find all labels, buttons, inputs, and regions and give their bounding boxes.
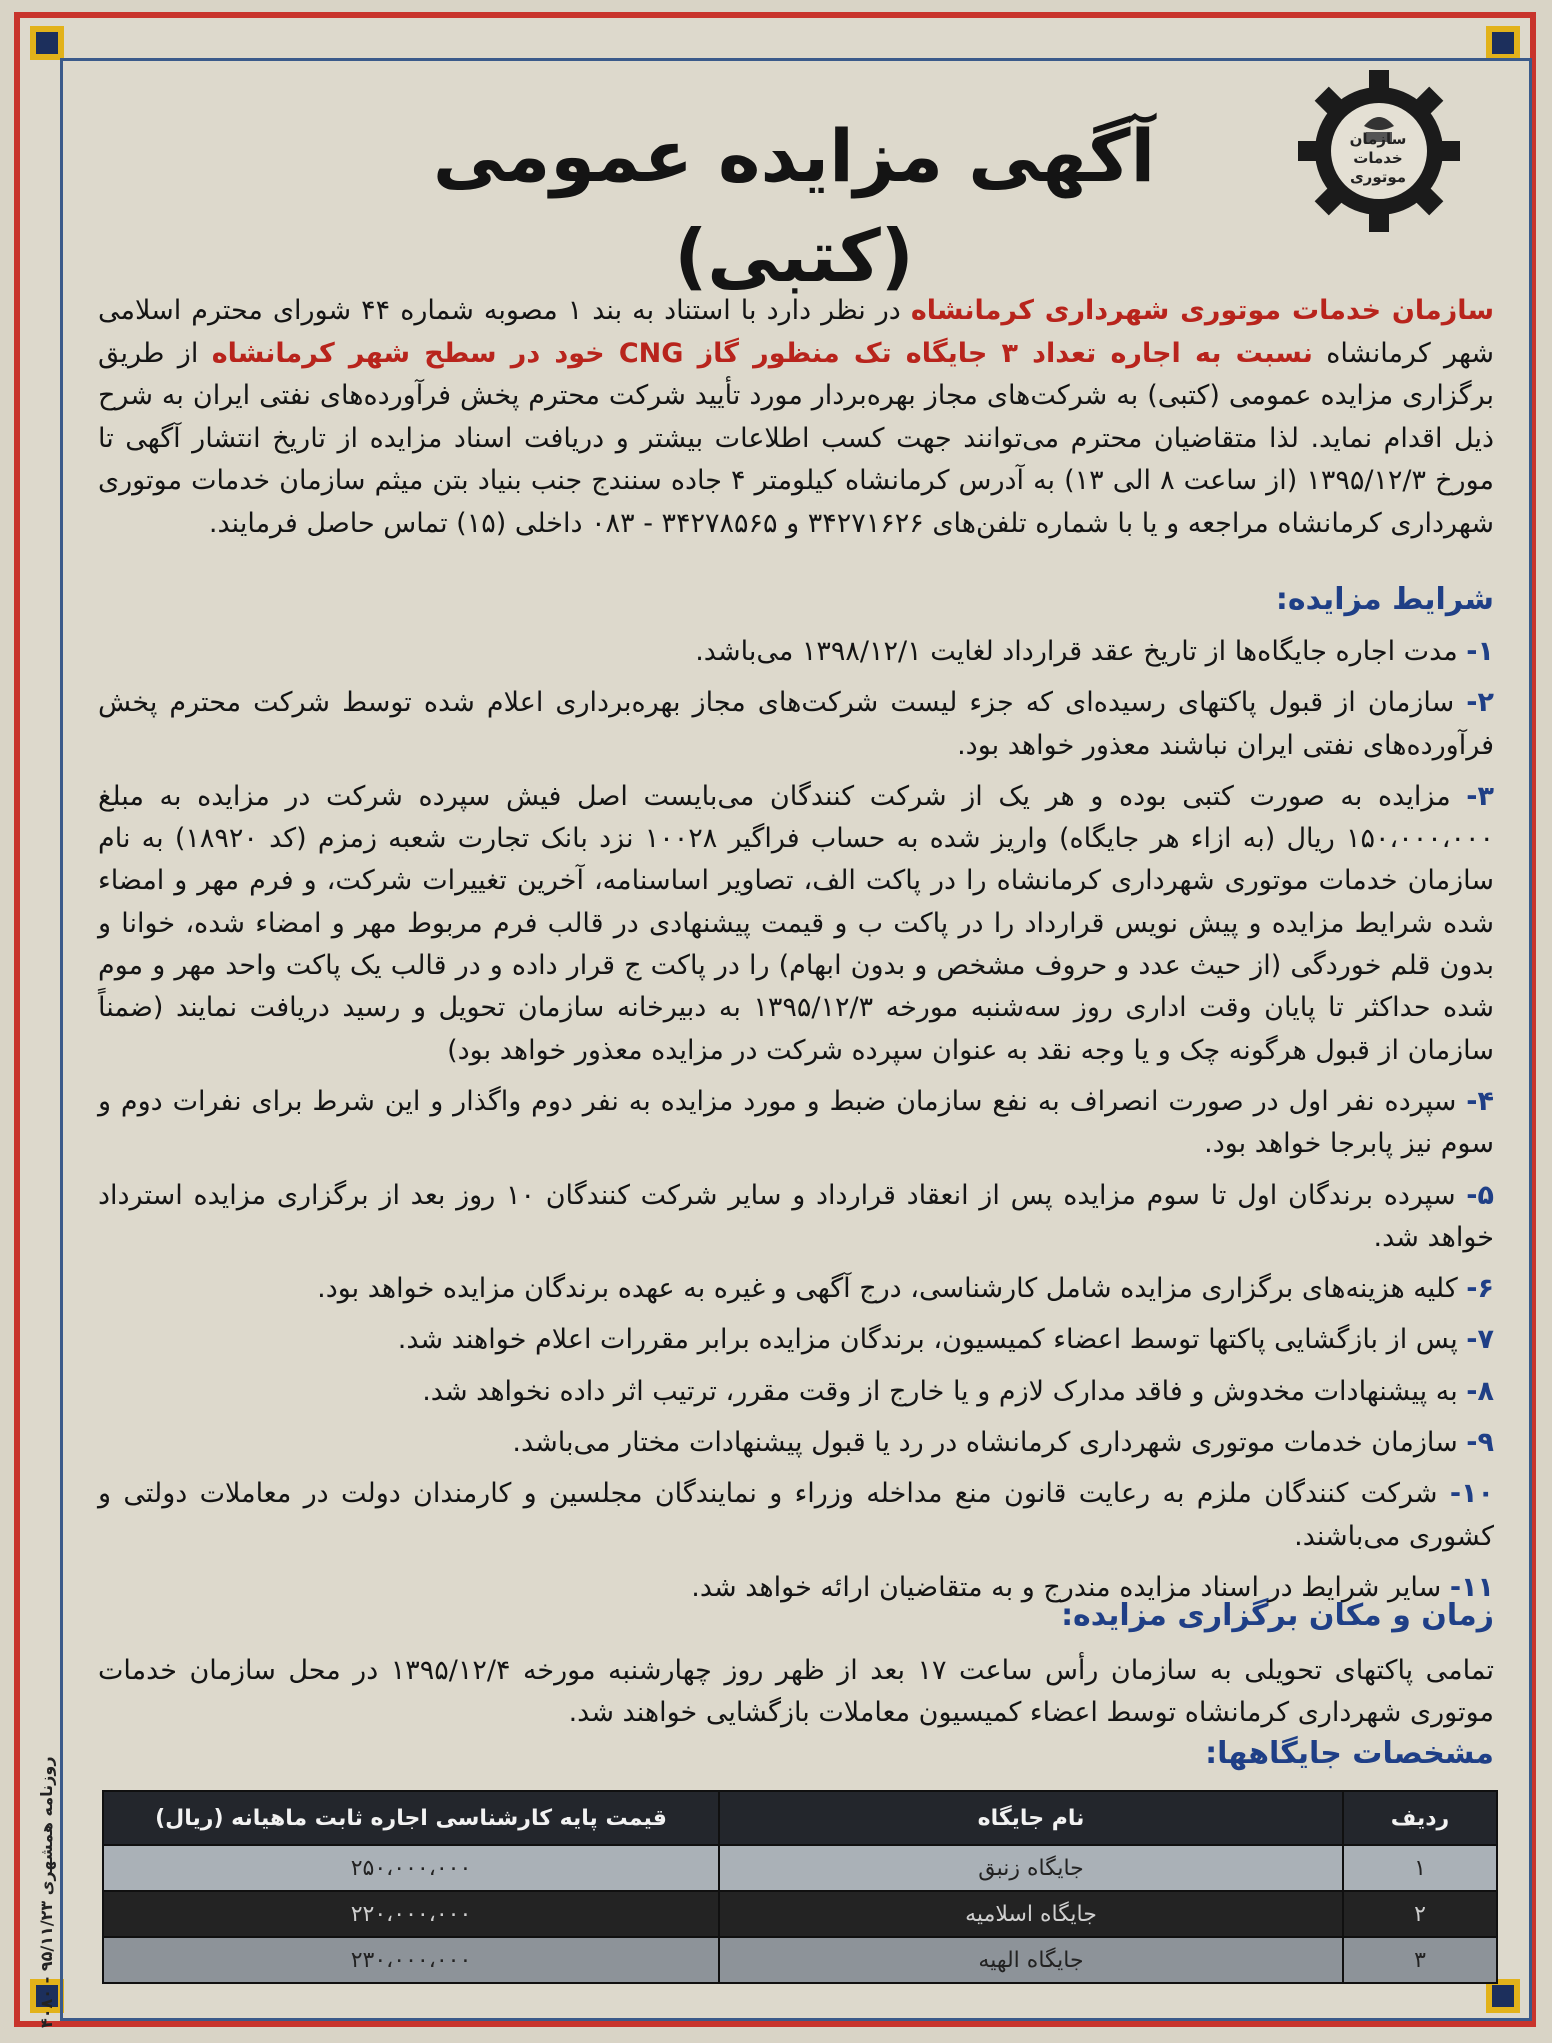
condition-item — [98, 1268, 1494, 1310]
table-row — [103, 1845, 1497, 1891]
logo-text: سازمان خدمات موتوری — [1349, 130, 1407, 186]
row-number: ۲ — [1343, 1891, 1497, 1937]
condition-number: ۱۰- — [1449, 1478, 1494, 1510]
table-row — [103, 1891, 1497, 1937]
condition-number: ۶- — [1466, 1273, 1494, 1305]
condition-item — [98, 1081, 1494, 1166]
condition-text: به پیشنهادات مخدوش و فاقد مدارک لازم و یا خارج از وقت مقرر، ترتیب اثر داده نخواهد شد. — [422, 1375, 1467, 1407]
condition-item — [98, 1319, 1494, 1361]
condition-item — [98, 682, 1494, 767]
condition-text: مدت اجاره جایگاه‌ها از تاریخ عقد قرارداد لغایت ۱۳۹۸/۱۲/۱ می‌باشد. — [695, 636, 1467, 667]
condition-text: سپرده برندگان اول تا سوم مزایده پس از انعقاد قرارداد و سایر شرکت کنندگان ۱۰ روز بعد از برگزاری مزایده استرداد خواهد شد. — [98, 1179, 1494, 1253]
base-price: ۲۲۰،۰۰۰،۰۰۰ — [103, 1891, 719, 1937]
conditions-heading: شرایط مزایده: — [1275, 582, 1494, 617]
newspaper-side-note — [32, 1578, 56, 2028]
condition-text: سازمان خدمات موتوری شهرداری کرمانشاه در رد یا قبول پیشنهادات مختار می‌باشد. — [512, 1427, 1467, 1459]
col-header-station-name: نام جایگاه — [719, 1791, 1343, 1845]
notice-content — [37, 58, 1495, 2028]
condition-number: ۵- — [1466, 1179, 1494, 1211]
condition-number: ۱- — [1466, 636, 1494, 667]
corner-ornament — [1486, 26, 1520, 60]
condition-text: سپرده نفر اول در صورت انصراف به نفع سازمان ضبط و مورد مزایده به نفر دوم واگذار و این شرط برای نفرات دوم و سوم نیز پابرجا خواهد بود. — [98, 1085, 1494, 1160]
condition-item — [98, 631, 1494, 673]
condition-number: ۱۱- — [1449, 1571, 1494, 1603]
condition-text: شرکت کنندگان ملزم به رعایت قانون منع مداخله وزراء و نمایندگان مجلسین و کارمندان دولت در معاملات دولتی و کشوری می‌باشند. — [98, 1478, 1494, 1552]
row-number: ۱ — [1343, 1845, 1497, 1891]
time-place-heading: زمان و مکان برگزاری مزایده: — [1061, 1598, 1494, 1633]
condition-item — [98, 1371, 1494, 1413]
station-name: جایگاه اسلامیه — [719, 1891, 1343, 1937]
base-price: ۲۳۰،۰۰۰،۰۰۰ — [103, 1937, 719, 1983]
condition-number: ۸- — [1466, 1375, 1494, 1407]
intro-text-2: از طریق برگزاری مزایده عمومی (کتبی) به شرکت‌های مجاز بهره‌بردار مورد تأیید شرکت محترم پخش فرآورده‌های نفتی ایران به شرح ذیل اقدام نماید. لذا متقاضیان محترم می‌توانند جهت کسب اطلاعات بیشتر و دریافت اسناد مزایده از تاریخ انتشار آگهی تا مورخ ۱۳۹۵/۱۲/۳ (از ساعت ۸ الی ۱۳) به آدرس کرمانشاه کیلومتر ۴ جاده سنندج جنب بنیاد بتن میثم سازمان خدمات موتوری شهرداری کرمانشاه مراجعه و یا با شماره تلفن‌های ۳۴۲۷۱۶۲۶ و ۳۴۲۷۸۵۶۵ - ۰۸۳ داخلی (۱۵) تماس حاصل فرمایند. — [98, 337, 1494, 539]
condition-text: مزایده به صورت کتبی بوده و هر یک از شرکت کنندگان می‌بایست اصل فیش سپرده شرکت در مزایده به مبلغ ۱۵۰،۰۰۰،۰۰۰ ریال (به ازاء هر جایگاه) واریز شده به حساب فراگیر ۱۰۰۲۸ نزد بانک تجارت شعبه زمزم (کد ۱۸۹۲۰) به نام سازمان خدمات موتوری شهرداری کرمانشاه را در پاکت الف، تصاویر اساسنامه، آخرین تغییرات شرکت، و فرم مهر و امضاء شده شرایط مزایده و پیش نویس قرارداد را در پاکت ب و قیمت پیشنهادی در قالب فرم مربوط مهر و امضاء شده، خوانا و بدون قلم خوردگی (از حیث عدد و حروف مشخص و بدون ابهام) را در پاکت ج قرار داده و در قالب یک پاکت واحد مهر و موم شده حداکثر تا پایان وقت اداری روز سه‌شنبه مورخه ۱۳۹۵/۱۲/۳ به دبیرخانه سازمان تحویل و رسید دریافت نمایند (ضمناً سازمان از قبول هرگونه چک و یا وجه نقد به عنوان سپرده شرکت در مزایده معذور خواهد بود) — [98, 780, 1494, 1066]
time-place-text: تمامی پاکتهای تحویلی به سازمان رأس ساعت ۱۷ بعد از ظهر روز چهارشنبه مورخه ۱۳۹۵/۱۲/۴ در محل سازمان خدمات موتوری شهرداری کرمانشاه توسط اعضاء کمیسیون معاملات بازگشایی خواهند شد. — [98, 1655, 1494, 1728]
condition-item — [98, 1175, 1494, 1260]
col-header-base-price: قیمت پایه کارشناسی اجاره ثابت ماهیانه (ریال) — [103, 1791, 719, 1845]
condition-text: سازمان از قبول پاکتهای رسیده‌ای که جزء لیست شرکت‌های مجاز بهره‌برداری اعلام شده توسط شرکت محترم پخش فرآورده‌های نفتی ایران نباشند معذور خواهد بود. — [98, 687, 1494, 761]
condition-item — [98, 776, 1494, 1072]
side-note-text: روزنامه همشهری ۹۵/۱۱/۲۳ - ۴۰۸۰ — [37, 1756, 56, 2028]
base-price: ۲۵۰،۰۰۰،۰۰۰ — [103, 1845, 719, 1891]
stations-table — [102, 1790, 1498, 1984]
table-row — [103, 1937, 1497, 1983]
intro-paragraph — [98, 290, 1494, 545]
condition-item — [98, 1422, 1494, 1464]
corner-ornament — [30, 26, 64, 60]
spec-heading: مشخصات جایگاهها: — [1205, 1736, 1494, 1771]
col-header-row-number: ردیف — [1343, 1791, 1497, 1845]
condition-number: ۴- — [1466, 1085, 1494, 1117]
page-title: آگهی مزایده عمومی (کتبی) — [432, 114, 1156, 298]
org-name: سازمان خدمات موتوری شهرداری کرمانشاه — [910, 295, 1495, 326]
condition-text: سایر شرایط در اسناد مزایده مندرج و به متقاضیان ارائه خواهد شد. — [691, 1571, 1450, 1603]
page-frame — [14, 12, 1536, 2027]
condition-number: ۳- — [1466, 780, 1494, 812]
station-name: جایگاه زنبق — [719, 1845, 1343, 1891]
condition-number: ۹- — [1466, 1427, 1494, 1459]
condition-text: پس از بازگشایی پاکتها توسط اعضاء کمیسیون، برندگان مزایده برابر مقررات اعلام خواهند شد. — [397, 1324, 1467, 1356]
conditions-list — [98, 631, 1494, 1618]
condition-number: ۷- — [1466, 1324, 1494, 1356]
table-header-row — [103, 1791, 1497, 1845]
condition-number: ۲- — [1466, 687, 1494, 719]
station-name: جایگاه الهیه — [719, 1937, 1343, 1983]
auction-subject: نسبت به اجاره تعداد ۳ جایگاه تک منظور گاز CNG خود در سطح شهر کرمانشاه — [211, 337, 1313, 369]
condition-text: کلیه هزینه‌های برگزاری مزایده شامل کارشناسی، درج آگهی و غیره به عهده برندگان مزایده خواهد بود. — [317, 1273, 1467, 1305]
condition-item — [98, 1473, 1494, 1558]
row-number: ۳ — [1343, 1937, 1497, 1983]
intro-text-1: در نظر دارد با استناد به بند ۱ مصوبه شماره ۴۴ شورای محترم اسلامی شهر کرمانشاه — [98, 295, 1495, 369]
